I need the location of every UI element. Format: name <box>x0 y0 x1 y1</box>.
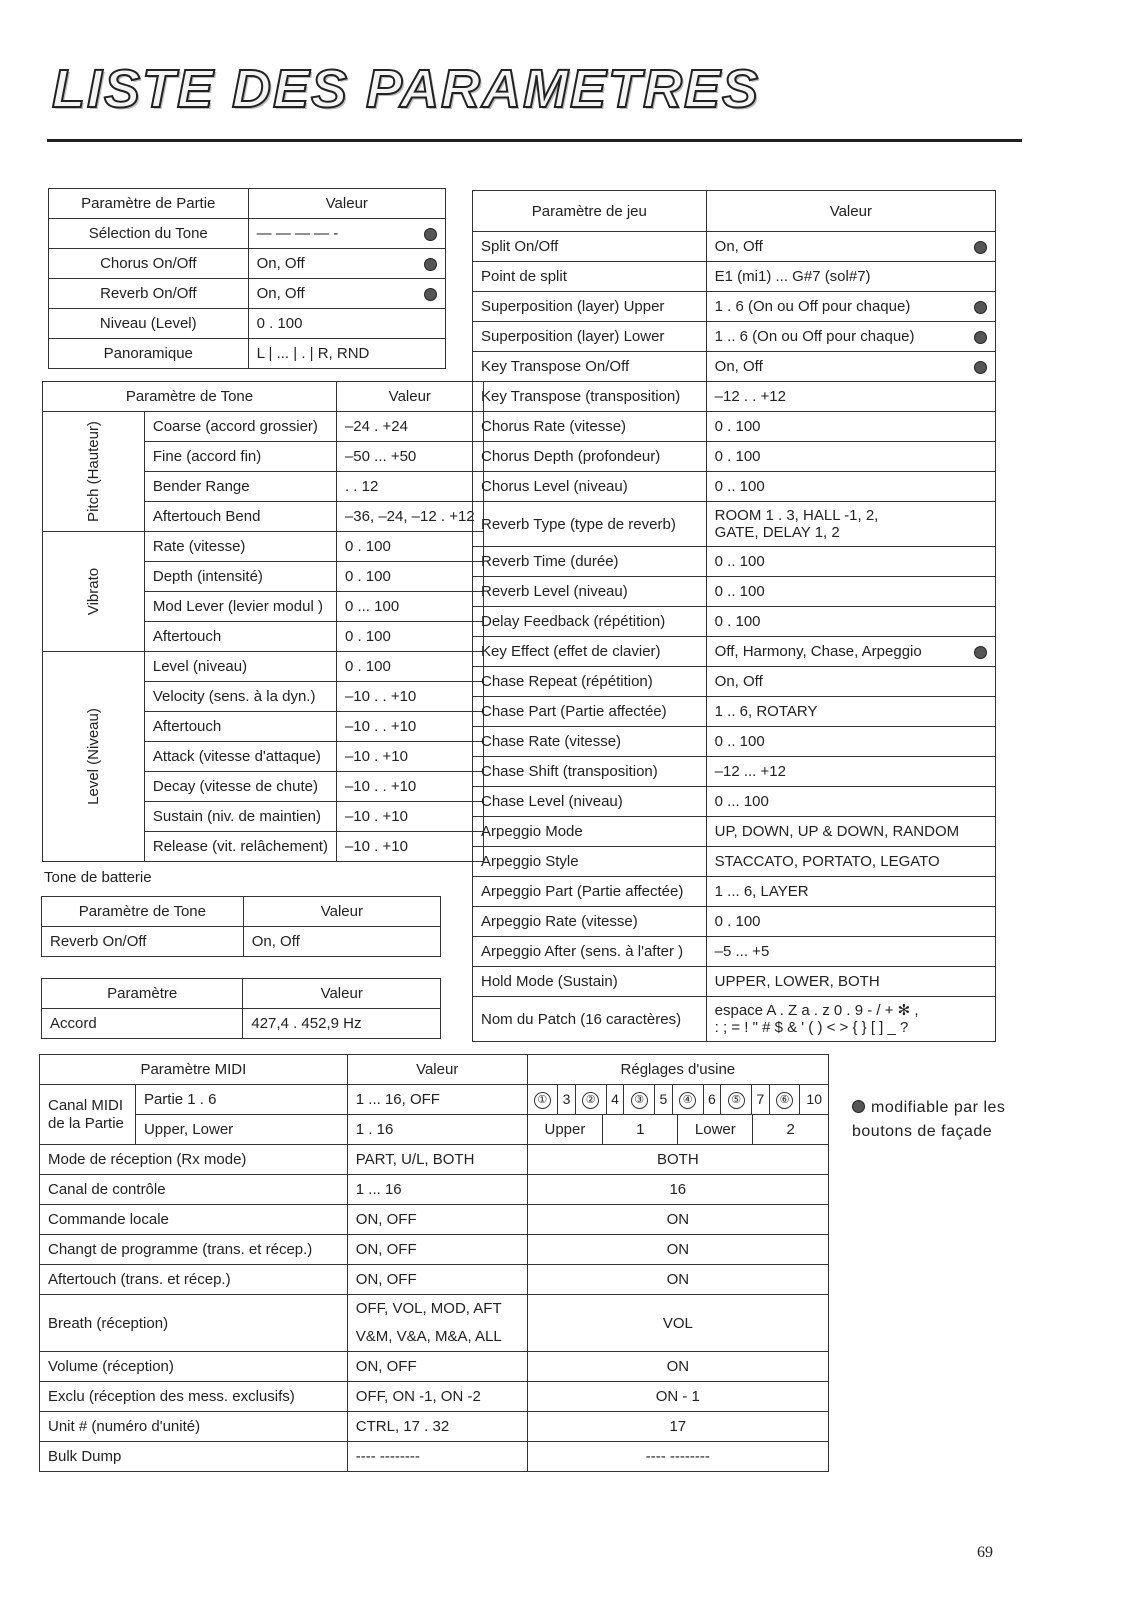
value-cell: 1 . 16 <box>347 1115 527 1145</box>
table-row <box>473 442 996 472</box>
factory-cell <box>527 1115 828 1145</box>
table-header-row <box>43 382 484 412</box>
value-text: STACCATO, PORTATO, LEGATO <box>714 853 940 870</box>
partie-table <box>48 188 446 369</box>
param-cell: Accord <box>42 1009 243 1039</box>
param-cell: Reverb Time (durée) <box>473 547 707 577</box>
table-row <box>473 472 996 502</box>
table-row <box>473 967 996 997</box>
table-row <box>473 877 996 907</box>
param-cell: Arpeggio Part (Partie affectée) <box>473 877 707 907</box>
table-row <box>473 817 996 847</box>
value-text: On, Off <box>714 673 763 690</box>
table-row <box>40 1412 829 1442</box>
header-cell: Paramètre de Partie <box>49 189 249 219</box>
factory-value-cell: ON - 1 <box>527 1382 828 1412</box>
factory-cell <box>527 1085 828 1115</box>
table-row <box>42 927 441 957</box>
factory-part-index <box>624 1085 655 1114</box>
param-cell: Chase Part (Partie affectée) <box>473 697 707 727</box>
value-cell: On, Off <box>243 927 440 957</box>
dot-icon <box>424 288 437 301</box>
value-text: L | ... | . | R, RND <box>256 345 370 362</box>
header-cell: Valeur <box>243 979 441 1009</box>
circled-number-icon: ① <box>534 1092 551 1109</box>
value-cell: –24 . +24 <box>336 412 483 442</box>
legend-note <box>852 1096 1005 1144</box>
value-text: 1 ... 16 <box>355 1181 402 1198</box>
param-cell: Superposition (layer) Lower <box>473 322 707 352</box>
table-row <box>40 1205 829 1235</box>
param-cell: Chase Rate (vitesse) <box>473 727 707 757</box>
value-cell <box>248 249 445 279</box>
value-cell <box>347 1295 527 1352</box>
factory-value-cell: ON <box>527 1205 828 1235</box>
value-text: On, Off <box>714 358 763 375</box>
factory-part-channel: 7 <box>751 1085 769 1114</box>
value-cell <box>706 232 995 262</box>
header-cell: Valeur <box>706 191 995 232</box>
value-text: ON, OFF <box>355 1241 417 1258</box>
table-row <box>40 1265 829 1295</box>
factory-part-index <box>721 1085 752 1114</box>
value-text: ON, OFF <box>355 1271 417 1288</box>
value-text: –12 . . +12 <box>714 388 786 405</box>
factory-lower-value: 2 <box>786 1121 795 1138</box>
table-row <box>473 697 996 727</box>
value-text: On, Off <box>714 238 763 255</box>
param-cell: Arpeggio Rate (vitesse) <box>473 907 707 937</box>
value-cell <box>706 757 995 787</box>
value-cell <box>248 219 445 249</box>
value-cell <box>347 1265 527 1295</box>
table-row <box>49 219 446 249</box>
param-cell: Upper, Lower <box>135 1115 347 1145</box>
param-cell: Chorus Level (niveau) <box>473 472 707 502</box>
value-cell <box>706 697 995 727</box>
page-title: LISTE DES PARAMETRES <box>52 59 761 119</box>
param-cell: Chorus Rate (vitesse) <box>473 412 707 442</box>
param-cell: Changt de programme (trans. et récep.) <box>40 1235 348 1265</box>
table-row <box>43 412 484 442</box>
value-cell <box>347 1352 527 1382</box>
table-row <box>40 1235 829 1265</box>
dot-icon <box>974 361 987 374</box>
factory-part-index <box>575 1085 606 1114</box>
table-row <box>43 652 484 682</box>
value-cell: 0 . 100 <box>336 562 483 592</box>
param-cell: Rate (vitesse) <box>144 532 336 562</box>
value-cell <box>706 997 995 1042</box>
factory-lower-label: Lower <box>678 1115 753 1144</box>
value-cell <box>706 847 995 877</box>
param-cell: Key Effect (effet de clavier) <box>473 637 707 667</box>
param-cell: Superposition (layer) Upper <box>473 292 707 322</box>
param-cell: Breath (réception) <box>40 1295 348 1352</box>
page-number: 69 <box>977 1544 993 1561</box>
param-cell: Decay (vitesse de chute) <box>144 772 336 802</box>
param-cell: Level (niveau) <box>144 652 336 682</box>
table-row <box>49 339 446 369</box>
param-cell: Attack (vitesse d'attaque) <box>144 742 336 772</box>
value-cell <box>706 322 995 352</box>
table-row <box>40 1382 829 1412</box>
value-cell <box>706 667 995 697</box>
value-cell: –10 . +10 <box>336 802 483 832</box>
value-cell <box>347 1145 527 1175</box>
value-text: 1 ... 6, LAYER <box>714 883 809 900</box>
param-cell: Fine (accord fin) <box>144 442 336 472</box>
value-cell: 427,4 . 452,9 Hz <box>243 1009 441 1039</box>
value-cell <box>706 607 995 637</box>
param-cell: Hold Mode (Sustain) <box>473 967 707 997</box>
value-text: 0 .. 100 <box>714 553 765 570</box>
factory-value-cell: VOL <box>527 1295 828 1352</box>
header-cell: Paramètre de jeu <box>473 191 707 232</box>
param-cell: Arpeggio After (sens. à l'after ) <box>473 937 707 967</box>
param-cell: Mode de réception (Rx mode) <box>40 1145 348 1175</box>
factory-part-index <box>769 1085 800 1114</box>
table-row <box>473 322 996 352</box>
table-row <box>473 292 996 322</box>
table-row <box>40 1442 829 1472</box>
note-line1: modifiable par les <box>871 1099 1006 1116</box>
value-text: ON, OFF <box>355 1358 417 1375</box>
factory-part-channel: 6 <box>703 1085 721 1114</box>
value-text: E1 (mi1) ... G#7 (sol#7) <box>714 268 871 285</box>
value-text: 0 .. 100 <box>714 733 765 750</box>
value-cell: –10 . +10 <box>336 832 483 862</box>
table-row <box>43 532 484 562</box>
value-cell <box>706 472 995 502</box>
value-cell <box>706 727 995 757</box>
value-text: OFF, VOL, MOD, AFT <box>355 1300 502 1317</box>
value-text: 0 . 100 <box>256 315 303 332</box>
tone-table <box>42 381 484 862</box>
value-text: –12 ... +12 <box>714 763 786 780</box>
factory-part-channel: 5 <box>655 1085 673 1114</box>
value-text: 0 . 100 <box>714 913 761 930</box>
table-row <box>473 937 996 967</box>
factory-value-cell: ---- -------- <box>527 1442 828 1472</box>
circled-number-icon: ④ <box>679 1092 696 1109</box>
value-text: ---- -------- <box>355 1448 420 1465</box>
accord-table <box>41 978 441 1039</box>
header-cell: Paramètre de Tone <box>43 382 337 412</box>
value-text: 0 . 100 <box>714 613 761 630</box>
value-text: UP, DOWN, UP & DOWN, RANDOM <box>714 823 960 840</box>
param-cell: Reverb On/Off <box>42 927 244 957</box>
param-cell: Velocity (sens. à la dyn.) <box>144 682 336 712</box>
value-cell: –10 . +10 <box>336 742 483 772</box>
circled-number-icon: ③ <box>631 1092 648 1109</box>
table-row <box>49 279 446 309</box>
param-cell: Aftertouch <box>144 712 336 742</box>
header-cell: Valeur <box>248 189 445 219</box>
param-cell: Release (vit. relâchement) <box>144 832 336 862</box>
value-cell <box>706 502 995 547</box>
group-label: Level (Niveau) <box>84 708 102 805</box>
factory-upper-value: 1 <box>603 1115 678 1144</box>
param-cell: Arpeggio Mode <box>473 817 707 847</box>
value-cell <box>347 1175 527 1205</box>
title-rule <box>47 139 1022 142</box>
table-row <box>49 309 446 339</box>
table-row <box>473 412 996 442</box>
factory-value-cell: ON <box>527 1265 828 1295</box>
group-label-cell <box>43 532 145 652</box>
table-row <box>42 1009 441 1039</box>
value-cell <box>347 1412 527 1442</box>
dot-icon <box>424 258 437 271</box>
param-cell: Aftertouch (trans. et récep.) <box>40 1265 348 1295</box>
table-row <box>40 1175 829 1205</box>
table-header-row <box>40 1055 829 1085</box>
value-cell <box>706 352 995 382</box>
value-cell: –10 . . +10 <box>336 712 483 742</box>
param-cell: Point de split <box>473 262 707 292</box>
value-text: OFF, ON -1, ON -2 <box>355 1388 481 1405</box>
value-text: CTRL, 17 . 32 <box>355 1418 450 1435</box>
value-cell <box>706 637 995 667</box>
value-cell <box>706 787 995 817</box>
value-cell: 1 ... 16, OFF <box>347 1085 527 1115</box>
factory-parts-grid <box>528 1085 828 1114</box>
param-cell: Commande locale <box>40 1205 348 1235</box>
factory-value-cell: 17 <box>527 1412 828 1442</box>
circled-number-icon: ② <box>582 1092 599 1109</box>
dot-icon <box>424 228 437 241</box>
value-cell <box>706 967 995 997</box>
factory-value-cell: BOTH <box>527 1145 828 1175</box>
param-cell: Chorus Depth (profondeur) <box>473 442 707 472</box>
batterie-label: Tone de batterie <box>44 869 152 886</box>
table-row <box>473 667 996 697</box>
value-cell <box>706 412 995 442</box>
value-text: ROOM 1 . 3, HALL -1, 2, <box>714 507 879 524</box>
value-cell: –36, –24, –12 . +12 <box>336 502 483 532</box>
value-cell <box>347 1442 527 1472</box>
table-row <box>473 232 996 262</box>
param-cell: Reverb Type (type de reverb) <box>473 502 707 547</box>
dot-icon <box>974 646 987 659</box>
table-row <box>49 249 446 279</box>
value-text: PART, U/L, BOTH <box>355 1151 475 1168</box>
value-cell <box>347 1205 527 1235</box>
param-cell: Canal de contrôle <box>40 1175 348 1205</box>
value-text: — — — — - <box>256 225 339 242</box>
value-cell <box>706 817 995 847</box>
value-cell: 0 . 100 <box>336 622 483 652</box>
table-header-row <box>42 897 441 927</box>
table-row <box>473 757 996 787</box>
value-text: Off, Harmony, Chase, Arpeggio <box>714 643 922 660</box>
param-cell: Volume (réception) <box>40 1352 348 1382</box>
value-text: espace A . Z a . z 0 . 9 - / + ✻ , <box>714 1002 919 1019</box>
value-text: 0 .. 100 <box>714 478 765 495</box>
value-text: GATE, DELAY 1, 2 <box>714 524 840 541</box>
param-cell: Sélection du Tone <box>49 219 249 249</box>
param-cell: Key Transpose (transposition) <box>473 382 707 412</box>
param-cell: Key Transpose On/Off <box>473 352 707 382</box>
param-cell: Panoramique <box>49 339 249 369</box>
value-cell <box>706 907 995 937</box>
value-cell <box>706 547 995 577</box>
value-cell: 0 . 100 <box>336 652 483 682</box>
value-text: V&M, V&A, M&A, ALL <box>355 1328 502 1345</box>
param-cell: Chase Shift (transposition) <box>473 757 707 787</box>
value-text: 0 .. 100 <box>714 583 765 600</box>
param-cell: Exclu (réception des mess. exclusifs) <box>40 1382 348 1412</box>
value-text: On, Off <box>256 285 305 302</box>
table-row <box>473 997 996 1042</box>
param-cell: Aftertouch <box>144 622 336 652</box>
value-cell: 0 ... 100 <box>336 592 483 622</box>
group-label: Pitch (Hauteur) <box>84 421 102 522</box>
group-label-cell <box>43 412 145 532</box>
note-line2: boutons de façade <box>852 1123 993 1140</box>
header-cell: Paramètre MIDI <box>40 1055 348 1085</box>
value-cell <box>347 1235 527 1265</box>
factory-part-channel: 10 <box>806 1091 822 1107</box>
table-row <box>473 847 996 877</box>
value-text: 0 ... 100 <box>714 793 769 810</box>
value-text: –5 ... +5 <box>714 943 770 960</box>
table-header-row <box>473 191 996 232</box>
param-cell: Nom du Patch (16 caractères) <box>473 997 707 1042</box>
factory-upper-label: Upper <box>528 1115 603 1144</box>
dot-icon <box>974 331 987 344</box>
circled-number-icon: ⑤ <box>728 1092 745 1109</box>
value-cell: –10 . . +10 <box>336 772 483 802</box>
value-cell <box>248 339 445 369</box>
table-row <box>473 637 996 667</box>
value-text: On, Off <box>256 255 305 272</box>
value-cell <box>706 577 995 607</box>
value-cell <box>248 279 445 309</box>
param-cell: Sustain (niv. de maintien) <box>144 802 336 832</box>
value-text: : ; = ! " # $ & ' ( ) < > { } [ ] _ ? <box>714 1019 909 1036</box>
value-cell: . . 12 <box>336 472 483 502</box>
factory-part-channel: 3 <box>558 1085 576 1114</box>
factory-value-cell: ON <box>527 1235 828 1265</box>
param-cell: Bender Range <box>144 472 336 502</box>
value-cell <box>347 1382 527 1412</box>
factory-upperlower-grid <box>528 1115 828 1144</box>
midi-table <box>39 1054 829 1472</box>
factory-part-index <box>528 1085 558 1114</box>
circled-number-icon: ⑥ <box>776 1092 793 1109</box>
table-row <box>473 787 996 817</box>
group-label-cell <box>43 652 145 862</box>
param-cell: Partie 1 . 6 <box>135 1085 347 1115</box>
table-row <box>40 1352 829 1382</box>
value-text: 0 . 100 <box>714 418 761 435</box>
value-cell <box>706 292 995 322</box>
factory-part-channel: 4 <box>606 1085 624 1114</box>
value-cell <box>706 937 995 967</box>
value-text: 0 . 100 <box>714 448 761 465</box>
table-row <box>473 607 996 637</box>
value-text: ON, OFF <box>355 1211 417 1228</box>
table-row <box>473 502 996 547</box>
header-cell: Paramètre de Tone <box>42 897 244 927</box>
table-header-row <box>42 979 441 1009</box>
group-label: Vibrato <box>84 567 102 616</box>
param-cell: Niveau (Level) <box>49 309 249 339</box>
table-header-row <box>49 189 446 219</box>
param-cell: Mod Lever (levier modul ) <box>144 592 336 622</box>
dot-icon <box>974 241 987 254</box>
table-row <box>473 727 996 757</box>
table-row <box>473 907 996 937</box>
param-cell: Unit # (numéro d'unité) <box>40 1412 348 1442</box>
header-cell: Valeur <box>336 382 483 412</box>
value-cell: –50 ... +50 <box>336 442 483 472</box>
param-cell: Chorus On/Off <box>49 249 249 279</box>
value-cell <box>706 442 995 472</box>
param-cell: Arpeggio Style <box>473 847 707 877</box>
param-cell: Reverb On/Off <box>49 279 249 309</box>
jeu-table <box>472 190 996 1042</box>
table-row <box>473 577 996 607</box>
canal-midi-label: Canal MIDI de la Partie <box>40 1085 136 1145</box>
value-cell <box>706 262 995 292</box>
param-cell: Depth (intensité) <box>144 562 336 592</box>
table-row <box>40 1085 829 1115</box>
factory-value-cell: ON <box>527 1352 828 1382</box>
header-cell: Valeur <box>347 1055 527 1085</box>
table-row <box>40 1145 829 1175</box>
batterie-table <box>41 896 441 957</box>
param-cell: Aftertouch Bend <box>144 502 336 532</box>
factory-part-index <box>672 1085 703 1114</box>
value-cell <box>706 877 995 907</box>
param-cell: Bulk Dump <box>40 1442 348 1472</box>
table-row <box>473 547 996 577</box>
value-text: 1 .. 6, ROTARY <box>714 703 818 720</box>
table-row <box>40 1115 829 1145</box>
factory-value-cell: 16 <box>527 1175 828 1205</box>
param-cell: Chase Level (niveau) <box>473 787 707 817</box>
value-cell: 0 . 100 <box>336 532 483 562</box>
dot-icon <box>852 1100 865 1113</box>
header-cell: Valeur <box>243 897 440 927</box>
header-cell: Paramètre <box>42 979 243 1009</box>
value-cell <box>706 382 995 412</box>
value-cell <box>248 309 445 339</box>
dot-icon <box>974 301 987 314</box>
value-text: 1 .. 6 (On ou Off pour chaque) <box>714 328 915 345</box>
param-cell: Chase Repeat (répétition) <box>473 667 707 697</box>
value-cell: –10 . . +10 <box>336 682 483 712</box>
param-cell: Split On/Off <box>473 232 707 262</box>
value-text: UPPER, LOWER, BOTH <box>714 973 880 990</box>
table-row <box>473 382 996 412</box>
header-cell: Réglages d'usine <box>527 1055 828 1085</box>
table-row <box>40 1295 829 1352</box>
param-cell: Delay Feedback (répétition) <box>473 607 707 637</box>
param-cell: Coarse (accord grossier) <box>144 412 336 442</box>
param-cell: Reverb Level (niveau) <box>473 577 707 607</box>
table-row <box>473 352 996 382</box>
value-text: 1 . 6 (On ou Off pour chaque) <box>714 298 911 315</box>
table-row <box>473 262 996 292</box>
